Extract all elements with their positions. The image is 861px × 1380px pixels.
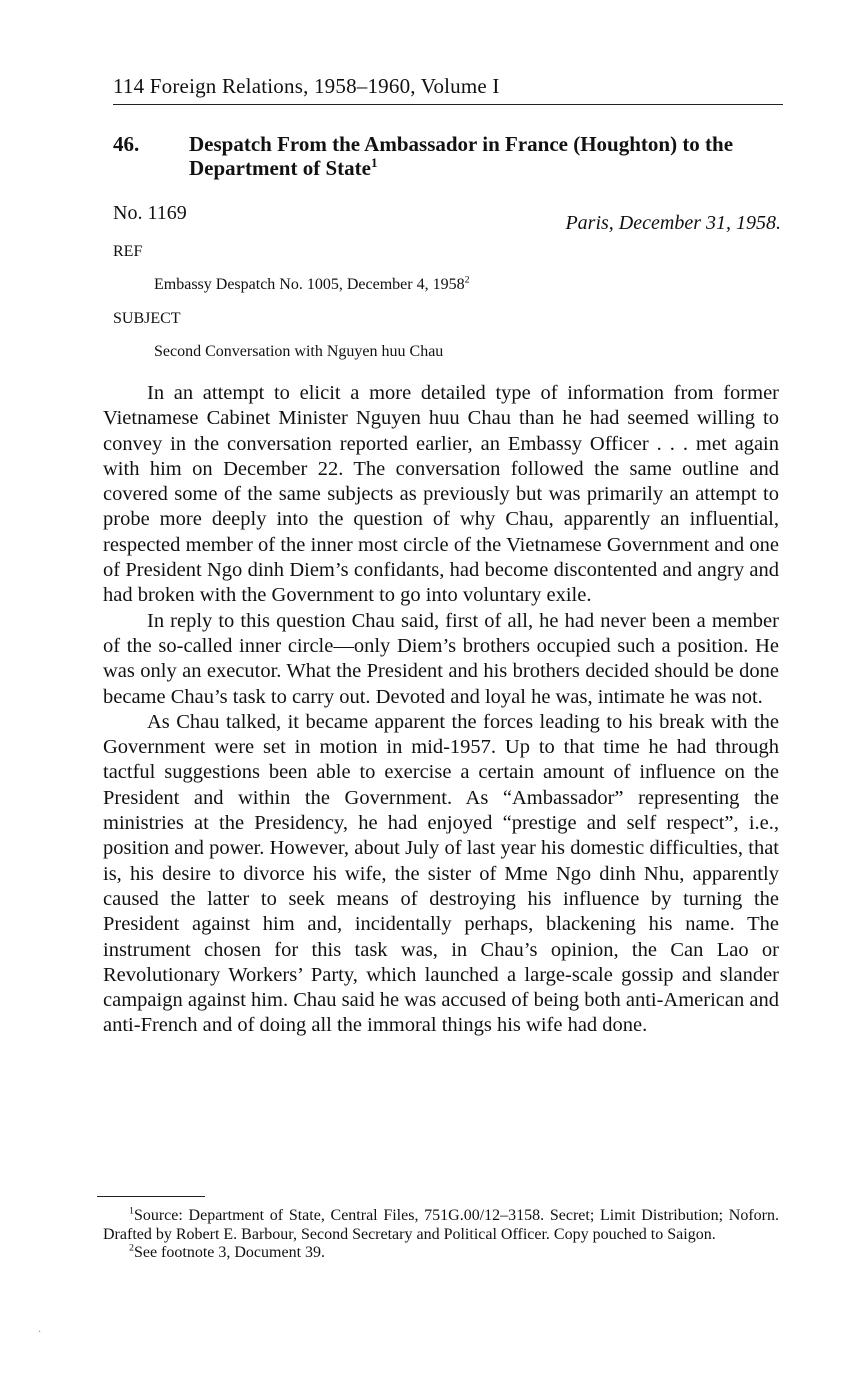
ref-footnote-mark[interactable]: 2	[464, 274, 470, 286]
body-text	[103, 381, 779, 1039]
body-paragraph: As Chau talked, it became apparent the forces leading to his break with the Government were set in motion in mid-1957. Up to that time he had through tactful suggestions been able to exercise a certain amount of influence on the President and within the Government. As “Ambassador” representing the ministries at the Presidency, he had enjoyed “prestige and self respect”, i.e., position and power. However, about July of last year his domestic difficulties, that is, his desire to divorce his wife, the sister of Mme Ngo dinh Nhu, apparently caused the latter to seek means of destroying his influence by turning the President against him and, incidentally perhaps, blackening his name. The instrument chosen for this task was, in Chau’s opinion, the Can Lao or Revolutionary Workers’ Party, which launched a large-scale gossip and slander campaign against him. Chau said he was accused of being both anti-American and anti-French and of doing all the immoral things his wife had done.	[103, 710, 779, 1037]
footnote	[103, 1244, 779, 1263]
footnote-text: Source: Department of State, Central Files, 751G.00/12–3158. Secret; Limit Distribution; Noforn. Drafted by Robert E. Barbour, Second Secretary and Political Officer. Copy pouched to Saigon.	[103, 1207, 779, 1243]
footnote-text: See footnote 3, Document 39.	[133, 1244, 326, 1261]
document-title	[189, 132, 779, 180]
scan-speck: ·	[38, 1327, 42, 1338]
document-number: 46.	[113, 132, 140, 156]
footnote-mark: 2	[129, 1242, 134, 1254]
footnote	[103, 1207, 779, 1244]
ref-label: REF	[113, 243, 143, 260]
footnotes	[103, 1207, 779, 1263]
subject-label: SUBJECT	[113, 310, 181, 327]
running-header: 114 Foreign Relations, 1958–1960, Volume I	[113, 74, 500, 98]
despatch-number: No. 1169	[113, 202, 187, 224]
subject-text: Second Conversation with Nguyen huu Chau	[154, 343, 444, 360]
title-footnote-mark[interactable]: 1	[370, 155, 378, 170]
place-date: Paris, December 31, 1958.	[565, 212, 781, 234]
footnote-rule	[97, 1196, 205, 1197]
document-title-text: Despatch From the Ambassador in France (Houghton) to the Department of State	[189, 132, 734, 180]
body-paragraph: In an attempt to elicit a more detailed type of information from former Vietnamese Cabinet Minister Nguyen huu Chau than he had seemed willing to convey in the conversation reported earlier, an Embassy Officer . . . met again with him on December 22. The conversation followed the same outline and covered some of the same subjects as previously but was primarily an attempt to probe more deeply into the question of why Chau, apparently an influential, respected member of the inner most circle of the Vietnamese Government and one of President Ngo dinh Diem’s confidants, had become discontented and angry and had broken with the Government to go into voluntary exile.	[103, 382, 779, 607]
ref-text: Embassy Despatch No. 1005, December 4, 1958	[154, 276, 465, 293]
body-paragraph: In reply to this question Chau said, first of all, he had never been a member of the so-called inner circle—only Diem’s brothers occupied such a position. He was only an executor. What the President and his brothers decided should be done became Chau’s task to carry out. Devoted and loyal he was, intimate he was not.	[103, 609, 779, 708]
ref-line	[154, 276, 470, 294]
footnote-mark: 1	[129, 1205, 134, 1217]
header-rule	[113, 104, 783, 105]
